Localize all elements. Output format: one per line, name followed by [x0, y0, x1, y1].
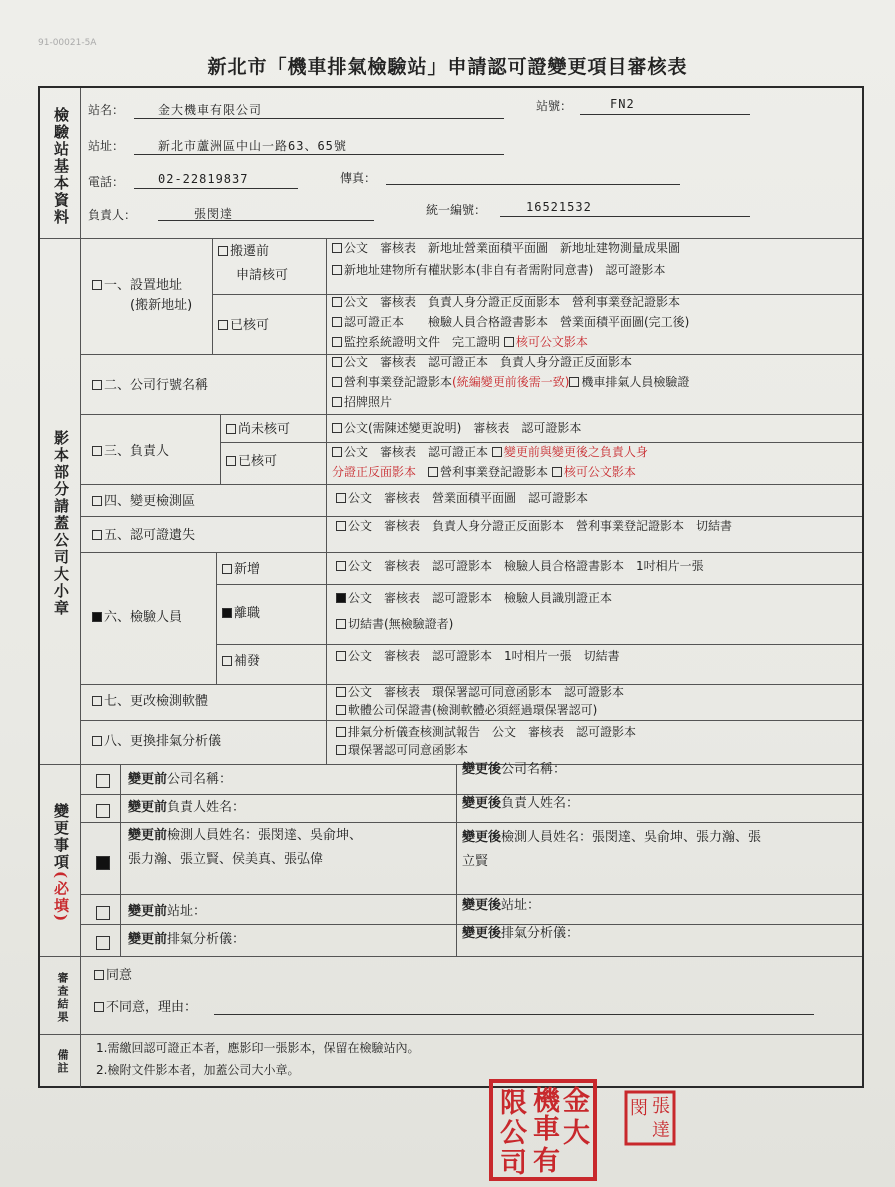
- item6-checkbox[interactable]: [92, 612, 102, 622]
- item4-row1: 公文 審核表 營業面積平面圖 認可證影本: [336, 490, 588, 506]
- item2-row2: 營利事業登記證影本(統編變更前後需一致) 機車排氣人員檢驗證: [332, 374, 689, 390]
- item2-row1: 公文 審核表 認可證正本 負責人身分證正反面影本: [332, 354, 632, 370]
- change-staff-checkbox[interactable]: [96, 856, 110, 870]
- svg-text:閔: 閔: [630, 1098, 648, 1119]
- item1-sub1: 搬遷前: [218, 244, 269, 260]
- station-name-label: 站名：: [88, 103, 125, 117]
- change-analyzer-before: 變更前排氣分析儀：: [128, 932, 246, 947]
- item1-checkbox[interactable]: [92, 280, 102, 290]
- item3-sub1: 尚未核可: [226, 422, 290, 438]
- phone-value: 02-22819837: [158, 172, 249, 186]
- station-name-value: 金大機車有限公司: [158, 103, 263, 117]
- item7-label: 七、更改檢測軟體: [92, 694, 208, 710]
- item6-sub2-row1: 公文 審核表 認可證影本 檢驗人員識別證正本: [336, 590, 612, 606]
- station-no-label: 站號：: [536, 99, 573, 113]
- tax-id-value: 16521532: [526, 200, 592, 214]
- item8-label: 八、更換排氣分析儀: [92, 734, 221, 750]
- disagree-checkbox[interactable]: [94, 1002, 104, 1012]
- change-address-checkbox[interactable]: [96, 906, 110, 920]
- item3-sub2: 已核可: [226, 454, 277, 470]
- tax-id-label: 統一編號：: [426, 203, 487, 217]
- review-disagree: 不同意，理由：: [94, 1000, 197, 1016]
- item1-sub2-row1: 公文 審核表 負責人身分證正反面影本 營利事業登記證影本: [332, 294, 680, 310]
- item1-sub2-checkbox[interactable]: [218, 320, 228, 330]
- item2-label: 二、公司行號名稱: [92, 378, 208, 394]
- item3-checkbox[interactable]: [92, 446, 102, 456]
- item3-sub1-row1: 公文(需陳述變更說明) 審核表 認可證影本: [332, 420, 581, 436]
- address-value: 新北市蘆洲區中山一路63、65號: [158, 139, 347, 153]
- item6-sub3: 補發: [222, 654, 260, 670]
- item6-sub2: 離職: [222, 606, 260, 622]
- change-address-before: 變更前站址：: [128, 904, 207, 919]
- notes-section-label: 備註: [56, 1049, 69, 1075]
- changes-section-label: 變更事項(必填): [52, 802, 70, 924]
- item7-row2: 軟體公司保證書(檢測軟體必須經過環保署認可): [336, 702, 597, 718]
- change-analyzer-checkbox[interactable]: [96, 936, 110, 950]
- item3-sub2-row1: 公文 審核表 認可證正本 變更前與變更後之負責人身: [332, 444, 648, 460]
- change-staff-before-2: 張力瀚、張立賢、侯美真、張弘偉: [128, 852, 324, 867]
- change-company-after: 變更後公司名稱：: [462, 762, 567, 777]
- change-owner-after: 變更後負責人姓名：: [462, 796, 580, 811]
- station-no-value: FN2: [610, 97, 635, 111]
- svg-text:車: 車: [533, 1114, 560, 1145]
- item2-checkbox[interactable]: [92, 380, 102, 390]
- change-company-before: 變更前公司名稱：: [128, 772, 233, 787]
- svg-text:公: 公: [500, 1118, 527, 1149]
- agree-checkbox[interactable]: [94, 970, 104, 980]
- svg-text:張: 張: [652, 1096, 670, 1117]
- item7-checkbox[interactable]: [92, 696, 102, 706]
- item1-sub2-row2: 認可證正本 檢驗人員合格證書影本 營業面積平面圖(完工後): [332, 314, 689, 330]
- basic-section-label: 檢驗站基本資料: [52, 106, 70, 226]
- svg-text:達: 達: [652, 1120, 670, 1141]
- item3-label: 三、負責人: [92, 444, 169, 460]
- item5-checkbox[interactable]: [92, 530, 102, 540]
- item6-sub1: 新增: [222, 562, 260, 578]
- item1-sub1b: 申請核可: [236, 268, 289, 283]
- item7-row1: 公文 審核表 環保署認可同意函影本 認可證影本: [336, 684, 624, 700]
- address-label: 站址：: [88, 139, 125, 153]
- svg-text:限: 限: [500, 1088, 527, 1119]
- item1-sub1-checkbox[interactable]: [218, 246, 228, 256]
- item8-checkbox[interactable]: [92, 736, 102, 746]
- review-section-label: 審查結果: [56, 972, 69, 1024]
- item6-sub3-row1: 公文 審核表 認可證影本 1吋相片一張 切結書: [336, 648, 620, 664]
- fax-label: 傳真：: [340, 171, 377, 185]
- change-staff-after-2: 立賢: [462, 854, 489, 869]
- item5-label: 五、認可證遺失: [92, 528, 195, 544]
- change-address-after: 變更後站址：: [462, 898, 541, 913]
- form-title: 新北市「機車排氣檢驗站」申請認可證變更項目審核表: [207, 56, 688, 78]
- review-agree: 同意: [94, 968, 132, 984]
- svg-text:金: 金: [563, 1086, 590, 1117]
- item1-sub1-row2: 新地址建物所有權狀影本(非自有者需附同意書) 認可證影本: [332, 262, 665, 278]
- item3-sub2-row2: 分證正反面影本 營利事業登記證影本 核可公文影本: [332, 465, 636, 479]
- change-staff-after: 變更後檢測人員姓名：張閔達、吳俞坤、張力瀚、張: [462, 830, 762, 845]
- item2-row3: 招牌照片: [332, 394, 392, 410]
- item6-label: 六、檢驗人員: [92, 610, 182, 626]
- svg-text:大: 大: [563, 1118, 590, 1149]
- change-analyzer-after: 變更後排氣分析儀：: [462, 926, 580, 941]
- item6-sub1-row1: 公文 審核表 認可證影本 檢驗人員合格證書影本 1吋相片一張: [336, 558, 704, 574]
- svg-text:有: 有: [533, 1146, 560, 1177]
- item1-sub2-row3: 監控系統證明文件 完工證明 核可公文影本: [332, 334, 588, 350]
- phone-label: 電話：: [88, 175, 125, 189]
- change-owner-before: 變更前負責人姓名：: [128, 800, 246, 815]
- copies-section-label: 影本部分請蓋公司大小章: [52, 429, 70, 617]
- item8-row2: 環保署認可同意函影本: [336, 742, 468, 758]
- change-owner-checkbox[interactable]: [96, 804, 110, 818]
- item4-checkbox[interactable]: [92, 496, 102, 506]
- corner-mark: 91-00021-5A: [38, 38, 97, 48]
- svg-text:司: 司: [500, 1148, 527, 1179]
- change-company-checkbox[interactable]: [96, 774, 110, 788]
- item5-row1: 公文 審核表 負責人身分證正反面影本 營利事業登記證影本 切結書: [336, 518, 732, 534]
- note-2: 2.檢附文件影本者，加蓋公司大小章。: [96, 1063, 300, 1077]
- review-form: [38, 86, 864, 1088]
- note-1: 1.需繳回認可證正本者，應影印一張影本，保留在檢驗站內。: [96, 1041, 420, 1055]
- item4-label: 四、變更檢測區: [92, 494, 195, 510]
- change-staff-before: 變更前檢測人員姓名：張閔達、吳俞坤、: [128, 828, 363, 843]
- item1-label: 一、設置地址: [92, 278, 182, 294]
- person-seal: [624, 1090, 676, 1146]
- svg-text:機: 機: [533, 1086, 560, 1117]
- company-seal: [488, 1078, 598, 1182]
- item1-sub2: 已核可: [218, 318, 269, 334]
- item6-sub2-row2: 切結書(無檢驗證者): [336, 616, 453, 632]
- item1-sub: (搬新地址): [130, 298, 193, 313]
- owner-value: 張閔達: [194, 207, 234, 221]
- item8-row1: 排氣分析儀查核測試報告 公文 審核表 認可證影本: [336, 724, 636, 740]
- owner-label: 負責人：: [88, 208, 137, 222]
- item1-sub1-row1: 公文 審核表 新地址營業面積平面圖 新地址建物測量成果圖: [332, 240, 680, 256]
